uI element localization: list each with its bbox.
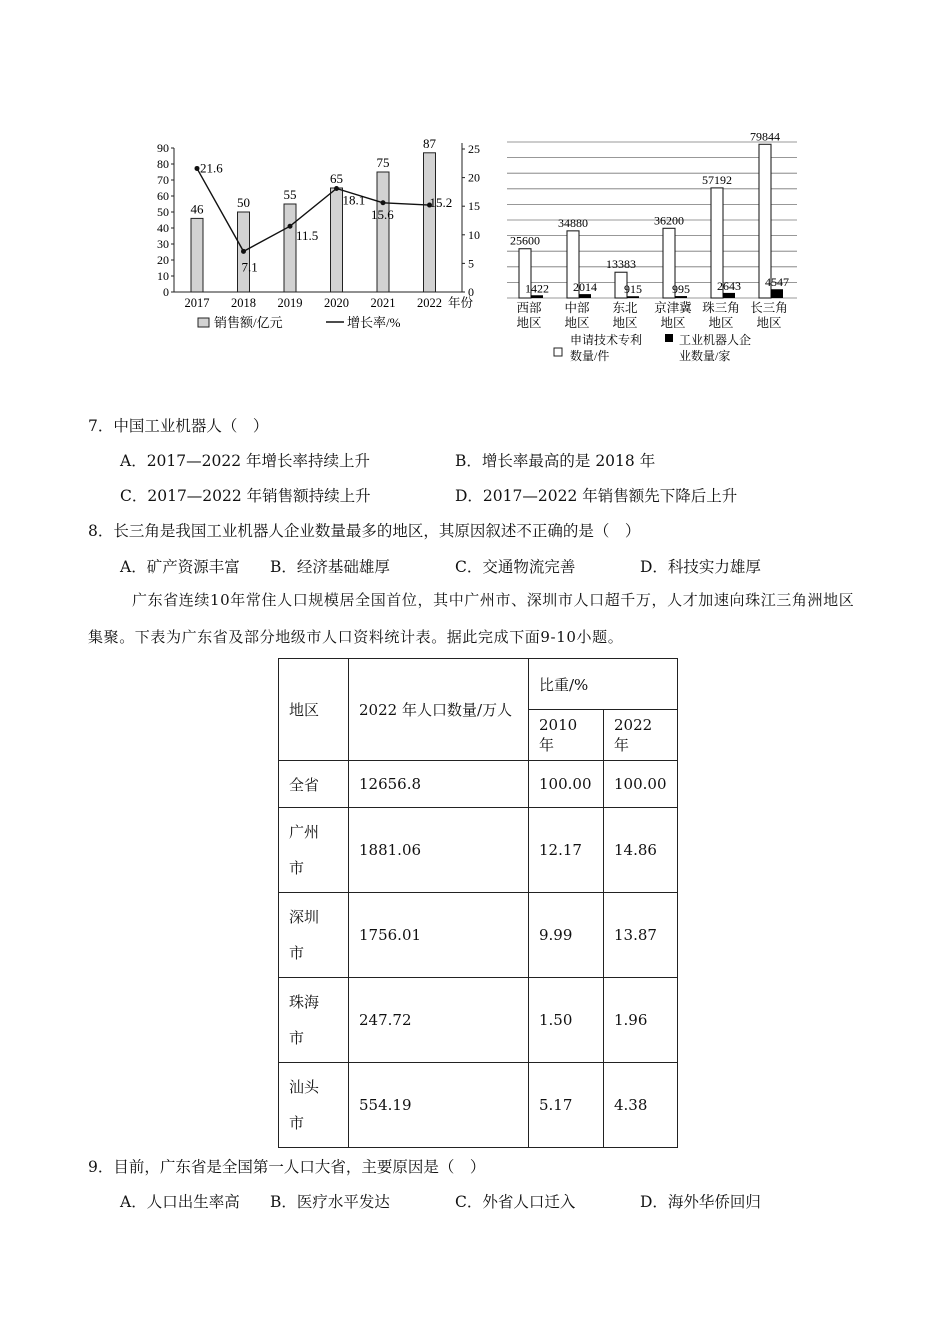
sales-bar-label: 46 xyxy=(190,201,204,217)
question-8-stem: 8．长三角是我国工业机器人企业数量最多的地区，其原因叙述不正确的是（ ） xyxy=(88,522,641,540)
x-tick-label: 2022 xyxy=(417,296,442,310)
cell-share-2010: 9.99 xyxy=(529,893,604,978)
legend-patent-label: 数量/件 xyxy=(570,349,610,363)
sales-bar-label: 87 xyxy=(423,135,436,151)
header-region: 地区 xyxy=(279,659,349,761)
legend-robot-label: 工业机器人企 xyxy=(679,333,752,347)
growth-rate-label: 7.1 xyxy=(241,259,258,275)
x-tick-label: 长三角 xyxy=(750,301,788,315)
cell-population: 554.19 xyxy=(349,1063,529,1148)
robot-bar-label: 915 xyxy=(624,282,642,297)
question-7-stem: 7．中国工业机器人（ ） xyxy=(88,417,269,435)
left-tick-label: 60 xyxy=(157,189,169,203)
right-tick-label: 15 xyxy=(468,199,480,214)
population-table xyxy=(278,658,678,1148)
cell-region: 广州 市 xyxy=(279,808,349,893)
legend-robot-label: 业数量/家 xyxy=(679,349,731,363)
x-tick-label: 2020 xyxy=(324,296,349,310)
right-tick-label: 5 xyxy=(468,256,474,271)
cell-population: 12656.8 xyxy=(349,761,529,808)
question-7-option-d[interactable]: D．2017—2022 年销售额先下降后上升 xyxy=(455,487,738,505)
cell-share-2022: 14.86 xyxy=(604,808,678,893)
sales-bar-label: 65 xyxy=(330,171,343,186)
table-row xyxy=(279,1063,678,1148)
left-tick-label: 20 xyxy=(157,253,169,267)
question-8-option-a[interactable]: A．矿产资源丰富 xyxy=(120,558,240,576)
question-7-option-c[interactable]: C．2017—2022 年销售额持续上升 xyxy=(120,487,371,505)
question-8-option-b[interactable]: B．经济基础雄厚 xyxy=(270,558,390,576)
growth-rate-point xyxy=(288,224,293,229)
robot-bar xyxy=(675,296,687,298)
cell-population: 1881.06 xyxy=(349,808,529,893)
patent-bar-label: 79844 xyxy=(750,129,780,144)
question-9-option-a[interactable]: A．人口出生率高 xyxy=(120,1193,240,1211)
question-8-option-d[interactable]: D．科技实力雄厚 xyxy=(640,558,761,576)
table-row xyxy=(279,808,678,893)
sales-growth-chart xyxy=(140,130,490,345)
table-row xyxy=(279,893,678,978)
cell-population: 1756.01 xyxy=(349,893,529,978)
sales-bar xyxy=(191,218,203,292)
right-tick-label: 10 xyxy=(468,227,480,242)
growth-rate-label: 18.1 xyxy=(342,192,366,208)
growth-rate-label: 15.6 xyxy=(371,206,394,222)
question-9-option-b[interactable]: B．医疗水平发达 xyxy=(270,1193,390,1211)
patent-bar-label: 57192 xyxy=(702,172,732,187)
sales-bar xyxy=(331,188,343,292)
robot-bar xyxy=(627,296,639,298)
cell-share-2022: 4.38 xyxy=(604,1063,678,1148)
sales-bar xyxy=(424,153,436,292)
sales-bar xyxy=(377,172,389,292)
growth-rate-point xyxy=(381,200,386,205)
cell-share-2010: 5.17 xyxy=(529,1063,604,1148)
x-tick-label: 地区 xyxy=(660,316,686,330)
left-tick-label: 70 xyxy=(157,173,169,187)
question-7-option-a[interactable]: A．2017—2022 年增长率持续上升 xyxy=(120,452,371,470)
passage-text: 广东省连续10年常住人口规模居全国首位，其中广州市、深圳市人口超千万，人才加速向珠江三角洲地区集聚。下表为广东省及部分地级市人口资料统计表。据此完成下面9-10小题。 xyxy=(88,591,855,646)
robot-bar-label: 1422 xyxy=(525,281,549,296)
robot-bar-label: 995 xyxy=(672,282,690,297)
right-tick-label: 0 xyxy=(468,285,474,299)
patent-bar-label: 34880 xyxy=(558,215,588,230)
robot-bar xyxy=(771,289,783,298)
cell-share-2010: 100.00 xyxy=(529,761,604,808)
patent-bar-label: 13383 xyxy=(606,257,636,272)
sales-bar-label: 75 xyxy=(376,155,390,170)
header-2010: 2010 年 xyxy=(529,710,604,761)
sales-bar-label: 50 xyxy=(237,195,250,210)
growth-rate-label: 21.6 xyxy=(200,160,223,176)
robot-bar xyxy=(723,293,735,298)
header-2022: 2022 年 xyxy=(604,710,678,761)
left-tick-label: 50 xyxy=(157,205,169,219)
x-axis-title: 年份 xyxy=(448,296,474,310)
cell-region: 珠海 市 xyxy=(279,978,349,1063)
legend-patent-label: 申请技术专利 xyxy=(570,333,643,347)
robot-bar-label: 2643 xyxy=(717,278,741,293)
patent-bar-label: 25600 xyxy=(510,233,540,248)
sales-bar xyxy=(284,204,296,292)
cell-share-2022: 1.96 xyxy=(604,978,678,1063)
left-tick-label: 10 xyxy=(157,269,169,283)
x-tick-label: 2021 xyxy=(370,296,396,310)
x-tick-label: 地区 xyxy=(756,316,782,330)
question-9-option-c[interactable]: C．外省人口迁入 xyxy=(455,1193,576,1211)
cell-region: 全省 xyxy=(279,761,349,808)
question-9-stem: 9．目前，广东省是全国第一人口大省，主要原因是（ ） xyxy=(88,1158,486,1176)
cell-population: 247.72 xyxy=(349,978,529,1063)
legend-sales-label: 销售额/亿元 xyxy=(214,315,283,330)
cell-share-2022: 100.00 xyxy=(604,761,678,808)
growth-rate-point xyxy=(241,249,246,254)
question-8-option-c[interactable]: C．交通物流完善 xyxy=(455,558,576,576)
growth-rate-point xyxy=(195,166,200,171)
growth-rate-label: 15.2 xyxy=(429,195,453,211)
cell-share-2010: 12.17 xyxy=(529,808,604,893)
header-share: 比重/% xyxy=(529,659,678,710)
x-tick-label: 2017 xyxy=(184,296,210,310)
robot-bar xyxy=(579,294,591,298)
x-tick-label: 东北 xyxy=(612,301,638,315)
x-tick-label: 地区 xyxy=(516,316,542,330)
x-tick-label: 中部 xyxy=(564,301,590,315)
right-tick-label: 25 xyxy=(468,142,480,156)
x-tick-label: 2019 xyxy=(277,296,303,310)
patent-bar-label: 36200 xyxy=(654,213,684,228)
x-tick-label: 西部 xyxy=(516,301,542,315)
x-tick-label: 地区 xyxy=(708,316,734,330)
left-tick-label: 90 xyxy=(157,141,169,155)
growth-rate-point xyxy=(334,186,339,191)
x-tick-label: 地区 xyxy=(564,316,590,330)
legend-rate-label: 增长率/% xyxy=(347,315,401,330)
left-tick-label: 80 xyxy=(157,157,169,171)
region-patent-chart xyxy=(495,122,810,367)
x-tick-label: 京津冀 xyxy=(654,301,692,315)
table-row xyxy=(279,761,678,808)
left-tick-label: 0 xyxy=(163,285,169,299)
cell-share-2010: 1.50 xyxy=(529,978,604,1063)
robot-bar-label: 4547 xyxy=(765,275,789,290)
legend-robot-swatch xyxy=(665,334,673,342)
robot-bar xyxy=(531,295,543,298)
left-tick-label: 40 xyxy=(157,221,169,235)
cell-region: 汕头 市 xyxy=(279,1063,349,1148)
table-row xyxy=(279,978,678,1063)
left-tick-label: 30 xyxy=(157,237,169,251)
legend-sales-swatch xyxy=(198,318,209,327)
right-tick-label: 20 xyxy=(468,170,480,185)
x-tick-label: 珠三角 xyxy=(702,301,740,315)
robot-bar-label: 2014 xyxy=(573,280,597,295)
header-population: 2022 年人口数量/万人 xyxy=(349,659,529,761)
question-7-option-b[interactable]: B．增长率最高的是 2018 年 xyxy=(455,452,656,470)
legend-patent-swatch xyxy=(554,348,562,356)
sales-bar-label: 55 xyxy=(283,187,297,202)
growth-rate-label: 11.5 xyxy=(296,228,319,244)
x-tick-label: 2018 xyxy=(231,296,256,310)
cell-share-2022: 13.87 xyxy=(604,893,678,978)
x-tick-label: 地区 xyxy=(612,316,638,330)
question-9-option-d[interactable]: D．海外华侨回归 xyxy=(640,1193,761,1211)
cell-region: 深圳 市 xyxy=(279,893,349,978)
